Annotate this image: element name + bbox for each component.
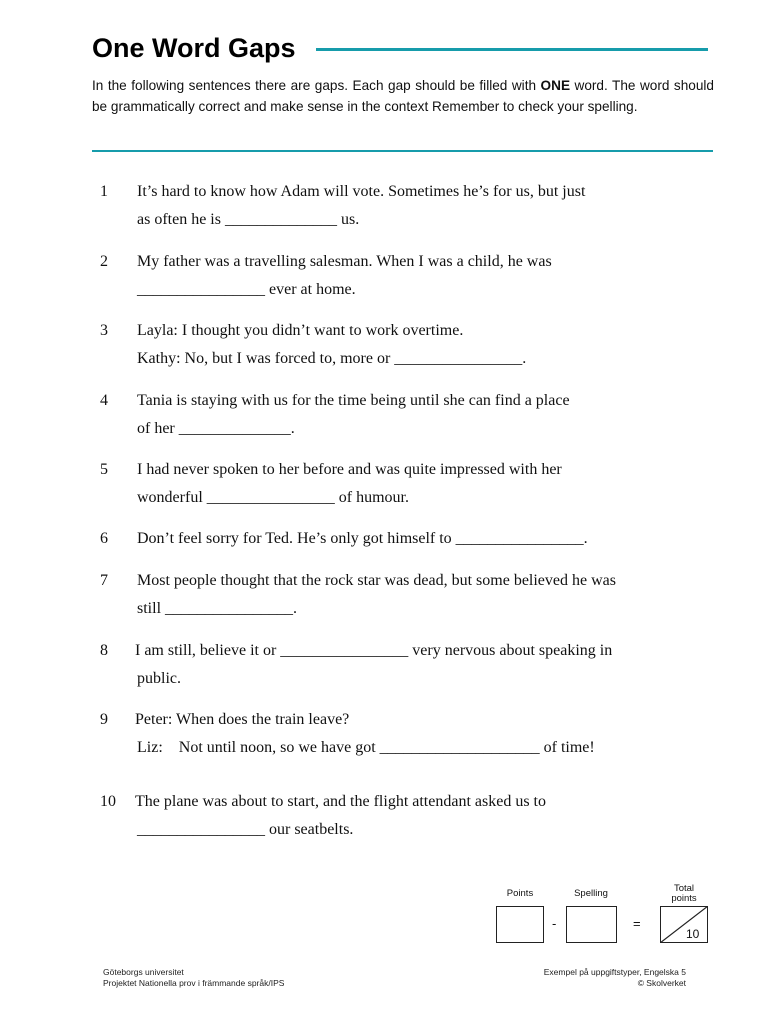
question-number: 2 [100,253,108,270]
question-text [137,525,697,553]
question-line: The plane was about to start, and the flight attendant asked us to [135,793,546,810]
title-rule [316,48,708,51]
question-line: Peter: When does the train leave? [135,711,350,728]
question-line: My father was a travelling salesman. When I was a child, he was [137,253,552,270]
question-text [137,456,697,511]
question-line: as often he is ______________ us. [137,210,360,228]
footer-right [470,967,686,989]
question-number: 4 [100,392,108,409]
total-label-line1: Total [673,883,695,894]
footer-project: Projektet Nationella prov i främmande språk/IPS [103,978,285,988]
question-text [137,637,697,692]
instructions [92,76,714,117]
footer-left [103,967,284,989]
question-line: Tania is staying with us for the time being until she can find a place [137,392,570,409]
minus-sign: - [552,916,557,931]
question-number: 8 [100,642,108,659]
instructions-text-before: In the following sentences there are gaps. Each gap should be filled with [92,78,541,93]
question-number: 9 [100,711,108,728]
question-line: Liz: Not until noon, so we have got ____________________ of time! [137,738,595,756]
question-text [137,567,697,622]
question-line: Kathy: No, but I was forced to, more or ________________. [137,349,527,367]
question-number: 1 [100,183,108,200]
spelling-label: Spelling [574,888,608,899]
question-line: public. [137,669,181,687]
separator-rule [92,150,713,152]
question-text [137,178,697,233]
question-text [137,387,697,442]
question-number: 10 [100,793,116,810]
total-points-box[interactable] [660,906,708,943]
question-line: ________________ our seatbelts. [137,820,354,838]
footer-copyright: © Skolverket [637,978,686,988]
question-line: I had never spoken to her before and was quite impressed with her [137,461,562,478]
footer-exam-type: Exempel på uppgiftstyper, Engelska 5 [543,967,686,977]
page-title: One Word Gaps [92,33,296,63]
instructions-text-after: word. The word should be grammatically correct and make sense in the context Remember to check your spelling. [92,78,714,114]
points-box[interactable] [496,906,544,943]
question-line: It’s hard to know how Adam will vote. Sometimes he’s for us, but just [137,183,586,200]
question-line: of her ______________. [137,419,295,437]
points-label: Points [506,888,534,899]
question-line: still ________________. [137,599,298,617]
question-line: ________________ ever at home. [137,280,356,298]
instructions-emphasis: ONE [540,78,571,93]
total-max-value: 10 [686,927,700,941]
question-number: 5 [100,461,108,478]
question-text [137,248,697,303]
question-line: wonderful ________________ of humour. [137,488,409,506]
question-line: Layla: I thought you didn’t want to work overtime. [137,322,464,339]
question-line: Most people thought that the rock star was dead, but some believed he was [137,572,616,589]
question-text [137,706,697,761]
total-label-line2: points [671,893,697,904]
total-points-label [660,884,708,904]
question-line: I am still, believe it or ________________ very nervous about speaking in [135,642,613,659]
question-number: 7 [100,572,108,589]
equals-sign: = [633,916,641,931]
question-line: Don’t feel sorry for Ted. He’s only got himself to ________________. [137,530,588,547]
question-number: 3 [100,322,108,339]
question-number: 6 [100,530,108,547]
question-text [137,788,697,843]
diagonal-slash-icon [660,906,708,943]
spelling-box[interactable] [566,906,617,943]
footer-university: Göteborgs universitet [103,967,184,977]
question-text [137,317,697,372]
